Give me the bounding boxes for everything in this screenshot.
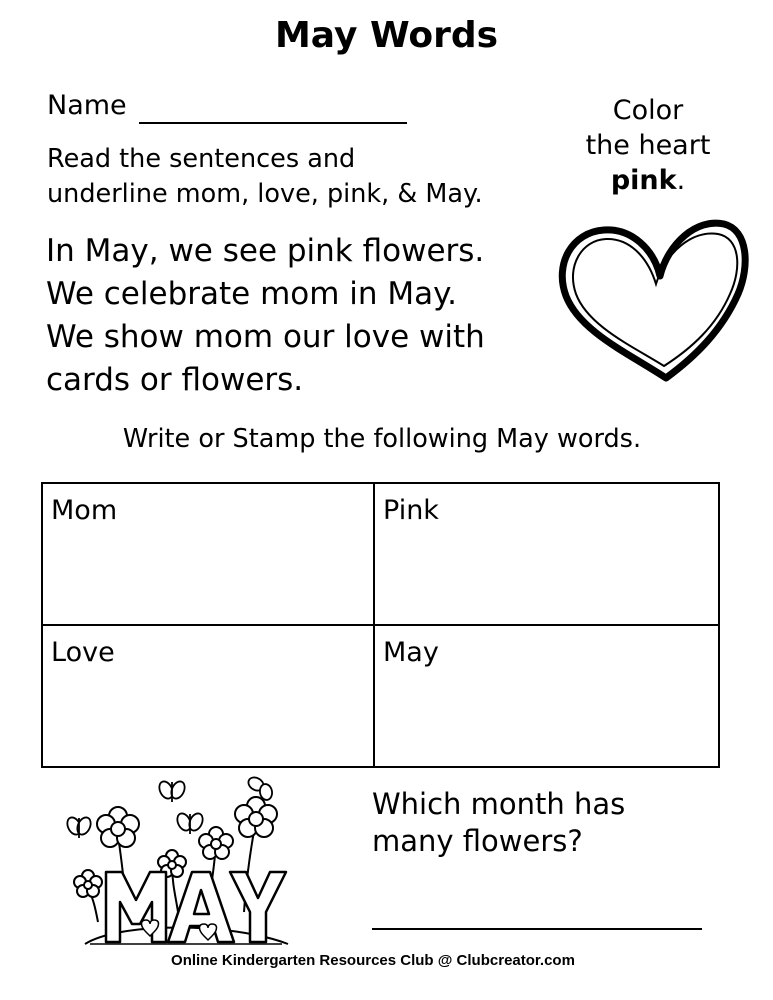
sentence: We celebrate mom in May. (46, 276, 457, 312)
word-box-love[interactable] (41, 625, 374, 768)
question-line: Which month has (372, 787, 626, 821)
butterfly-icon (65, 815, 93, 838)
may-lettering (106, 872, 286, 942)
word-label: Love (51, 637, 115, 668)
word-label: May (383, 637, 439, 668)
answer-blank-line[interactable] (372, 928, 702, 930)
word-label: Pink (383, 495, 439, 526)
heart-prompt-line (568, 163, 728, 198)
sentence: In May, we see pink flowers. (46, 233, 485, 269)
question (372, 786, 625, 860)
word-grid (41, 482, 720, 768)
flower-icon (74, 870, 102, 897)
sentence: We show mom our love with (46, 319, 485, 355)
name-row (47, 88, 407, 124)
heart-icon[interactable] (556, 214, 752, 384)
butterfly-icon (175, 811, 205, 834)
reading-sentences (46, 230, 485, 402)
flower-icon (97, 807, 139, 847)
page-title: May Words (274, 15, 499, 56)
instructions-line: Read the sentences and (47, 144, 356, 174)
heart-prompt (568, 93, 728, 198)
flower-icon (199, 827, 233, 859)
flower-icon (235, 797, 277, 837)
footer-credit: Online Kindergarten Resources Club @ Clubcreator.com (171, 952, 575, 969)
instructions-line: underline mom, love, pink, & May. (47, 179, 483, 209)
heart-prompt-line: Color (612, 95, 684, 126)
sentence: cards or flowers. (46, 362, 304, 398)
instructions (47, 142, 483, 212)
word-box-mom[interactable] (41, 482, 374, 625)
word-box-may[interactable] (374, 625, 720, 768)
heart-prompt-line: the heart (585, 130, 711, 161)
name-blank-line (139, 94, 407, 124)
heart-prompt-period: . (676, 165, 686, 196)
butterfly-icon (157, 779, 187, 802)
write-instruction: Write or Stamp the following May words. (122, 424, 642, 454)
word-label: Mom (51, 495, 118, 526)
heart-color-word: pink (610, 165, 677, 196)
word-box-pink[interactable] (374, 482, 720, 625)
may-flowers-clipart (60, 772, 300, 952)
name-label: Name (47, 90, 127, 121)
question-line: many flowers? (372, 824, 583, 858)
